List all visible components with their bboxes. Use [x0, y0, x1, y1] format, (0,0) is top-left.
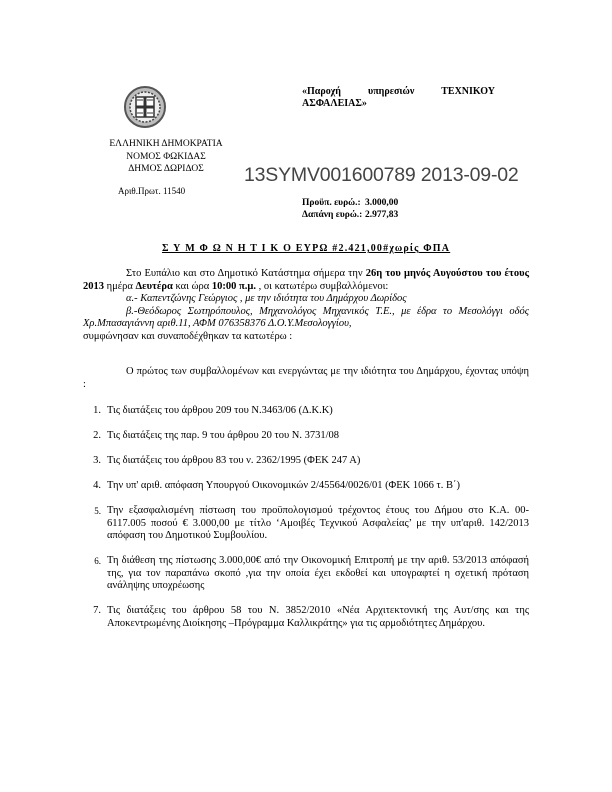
- item-number: 2.: [93, 430, 101, 441]
- document-stamp: 13SYMV001600789 2013-09-02: [244, 164, 519, 186]
- preamble-text: Ο πρώτος των συμβαλλομένων και ενεργώντας με την ιδιότητα του Δημάρχου, έχοντας υπόψη :: [83, 366, 529, 390]
- list-item: [83, 505, 529, 543]
- issuer-municipality: ΔΗΜΟΣ ΔΩΡΙΔΟΣ: [128, 164, 204, 174]
- intro-time: 10:00 π.μ.: [211, 280, 256, 292]
- item-text: Την υπ' αριθ. απόφαση Υπουργού Οικονομικών 2/45564/0026/01 (ΦΕΚ 1066 τ. Β΄): [107, 480, 460, 491]
- item-number: 3.: [93, 455, 101, 466]
- considerations-list: [83, 405, 529, 643]
- intro-paragraph: [83, 268, 529, 293]
- budget-label: Προϋπ. ευρώ.:: [302, 198, 361, 208]
- intro-text: και ώρα: [172, 280, 212, 292]
- budget-value: 3.000,00: [365, 198, 399, 208]
- party-a: α.- Καπεντζώνης Γεώργιος , με την ιδιότητα του Δημάρχου Δωρίδος: [126, 293, 407, 304]
- list-item: [83, 555, 529, 593]
- preamble: [83, 354, 529, 391]
- party-b: β.-Θεόδωρος Σωτηρόπουλος, Μηχανολόγος Μηχανικός Τ.Ε., με έδρα το Μεσολόγγι οδός Χρ.Μπασαγιάννη αριθ.11, ΑΦΜ 076358376 Δ.Ο.Υ.Μεσολογγίου,: [83, 305, 529, 329]
- intro-text: , οι κατωτέρω συμβαλλόμενοι:: [256, 280, 389, 292]
- item-text: Τη διάθεση της πίστωσης 3.000,00€ από την Οικονομική Επιτροπή με την αριθ. 53/2013 απόφασή της, για τον παραπάνω σκοπό ,για την οποία έχει εκδοθεί και υπογραφτεί η σχετική πρόταση ανάληψης υποχρέωσης: [107, 555, 529, 591]
- intro-text: Στο Ευπάλιο και στο Δημοτικό Κατάστημα σήμερα την: [126, 268, 366, 279]
- subject-line-2: ΑΣΦΑΛΕΙΑΣ»: [302, 98, 367, 109]
- document-title: Σ Υ Μ Φ Ω Ν Η Τ Ι Κ Ο ΕΥΡΩ #2.421,00#χωρίς ΦΠΑ: [162, 243, 451, 254]
- intro-text: ημέρα: [104, 280, 136, 292]
- issuer-country: ΕΛΛΗΝΙΚΗ ΔΗΜΟΚΡΑΤΙΑ: [109, 139, 223, 149]
- greek-coat-of-arms-icon: [123, 85, 167, 129]
- item-text: Τις διατάξεις της παρ. 9 του άρθρου 20 του Ν. 3731/08: [107, 430, 340, 441]
- expense-value: 2.977,83: [365, 210, 399, 220]
- item-text: Τις διατάξεις του άρθρου 209 του Ν.3463/06 (Δ.Κ.Κ): [107, 405, 333, 416]
- protocol-number: Αριθ.Πρωτ. 11540: [118, 186, 186, 196]
- budget-block: [302, 197, 398, 221]
- agreement-statement: συμφώνησαν και συναποδέχθηκαν τα κατωτέρω :: [83, 330, 293, 342]
- list-item: [83, 480, 529, 493]
- item-number: 7.: [93, 605, 101, 616]
- expense-label: Δαπάνη ευρώ.:: [302, 210, 363, 220]
- item-text: Τις διατάξεις του άρθρου 83 του ν. 2362/1995 (ΦΕΚ 247 Α): [107, 455, 361, 466]
- intro-date: 26η του μηνός Αυγούστου του έτους 2013: [83, 268, 529, 292]
- list-item: [83, 405, 529, 418]
- subject-block: [302, 86, 495, 110]
- item-number: 5.: [94, 506, 101, 516]
- item-text: Τις διατάξεις του άρθρου 58 του Ν. 3852/2010 «Νέα Αρχιτεκτονική της Αυτ/σης και της Αποκεντρωμένης Διοίκησης –Πρόγραμμα Καλλικράτης» για τις αρμοδιότητες Δημάρχου.: [107, 605, 529, 629]
- issuer-prefecture: ΝΟΜΟΣ ΦΩΚΙΔΑΣ: [126, 151, 206, 162]
- intro-section: [83, 268, 529, 343]
- item-number: 1.: [93, 405, 101, 416]
- list-item: [83, 430, 529, 443]
- list-item: [83, 455, 529, 468]
- issuer-block: [96, 138, 236, 176]
- item-number: 6.: [94, 556, 101, 566]
- item-number: 4.: [93, 480, 101, 491]
- list-item: [83, 605, 529, 630]
- item-text: Την εξασφαλισμένη πίστωση του προϋπολογισμού τρέχοντος έτους του Δήμου στο Κ.Α. 00-6117.005 ποσού € 3.000,00 με τίτλο ‘Αμοιβές Τεχνικού Ασφαλείας’ με την υπ'αριθ. 142/2013 απόφαση του Δημοτικού Συμβουλίου.: [107, 505, 529, 541]
- intro-day: Δευτέρα: [135, 280, 173, 292]
- subject-line-1: «Παροχή υπηρεσιών ΤΕΧΝΙΚΟΥ: [302, 86, 495, 97]
